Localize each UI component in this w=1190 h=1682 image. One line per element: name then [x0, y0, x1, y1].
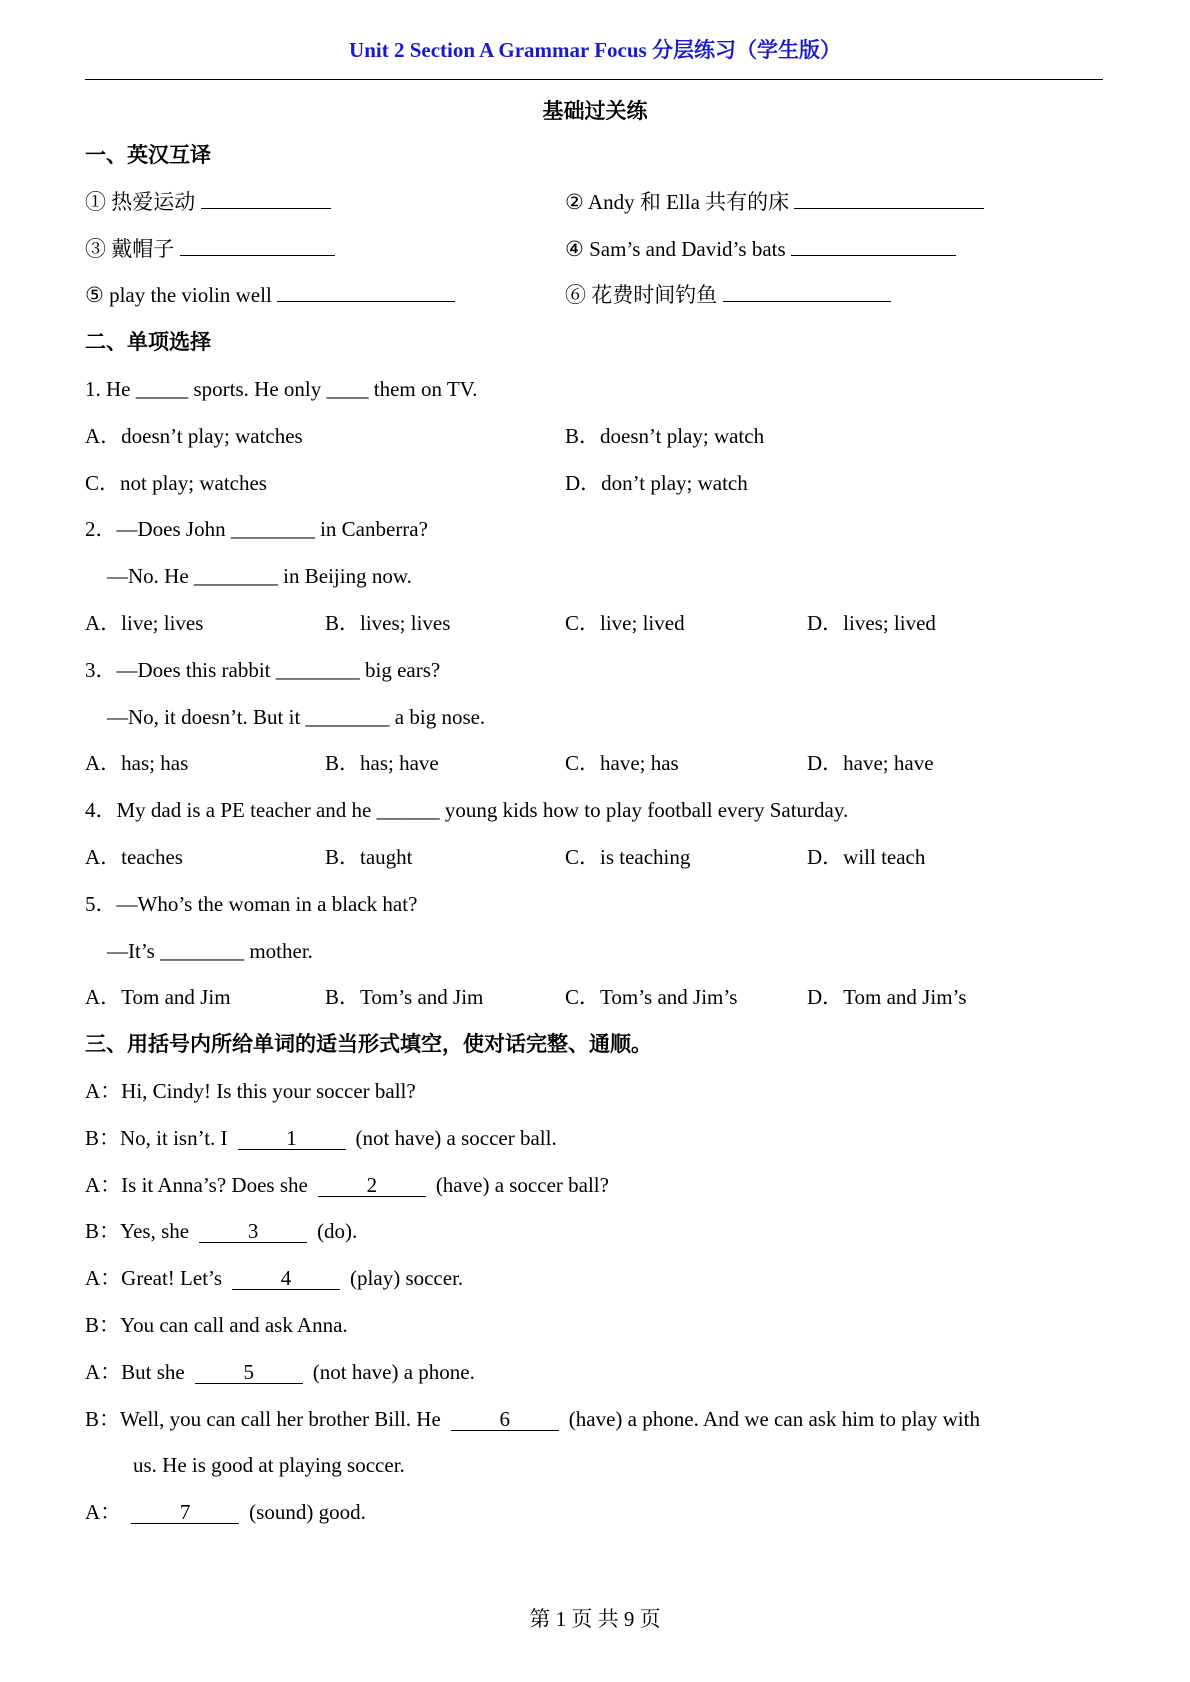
numbered-blank[interactable]: 1 [238, 1127, 346, 1150]
option-c[interactable]: C．is teaching [565, 844, 691, 869]
dialogue-text: (do). [317, 1219, 358, 1244]
question-stem: 2．—Does John ________ in Canberra? [85, 517, 428, 542]
option-b[interactable]: B．doesn’t play; watch [565, 423, 765, 448]
option-d[interactable]: D．will teach [807, 844, 926, 869]
numbered-blank[interactable]: 7 [131, 1501, 239, 1524]
item-text: ③ 戴帽子 [85, 236, 175, 261]
dialogue-line [85, 1214, 1115, 1261]
item-text: ⑥ 花费时间钓鱼 [565, 283, 718, 308]
question-stem-reply: —It’s ________ mother. [107, 938, 313, 963]
dialogue-line [85, 1355, 1115, 1402]
question-stem: 1. He _____ sports. He only ____ them on TV. [85, 376, 478, 401]
option-row [85, 466, 1115, 513]
option-a[interactable]: A．teaches [85, 844, 183, 869]
numbered-blank[interactable]: 6 [451, 1408, 559, 1431]
translation-item [85, 283, 455, 307]
section-heading: 三、用括号内所给单词的适当形式填空，使对话完整、通顺。 [85, 1032, 652, 1057]
item-text: ① 热爱运动 [85, 189, 196, 214]
option-c[interactable]: C．have; has [565, 751, 679, 776]
section-subtitle: 基础过关练 [542, 99, 648, 123]
translation-item [565, 185, 984, 219]
option-row [85, 746, 1115, 793]
dialogue-text: A：Is it Anna’s? Does she [85, 1172, 308, 1197]
numbered-blank[interactable]: 3 [199, 1220, 307, 1243]
dialogue-text: B：No, it isn’t. I [85, 1125, 228, 1150]
option-row [85, 980, 1115, 1027]
translation-row [85, 185, 1115, 232]
dialogue-text: A：But she [85, 1359, 185, 1384]
option-row [85, 419, 1115, 466]
option-a[interactable]: A．has; has [85, 751, 189, 776]
option-a[interactable]: A．doesn’t play; watches [85, 423, 303, 448]
option-a[interactable]: A．Tom and Jim [85, 985, 231, 1010]
dialogue-line [85, 1448, 1115, 1495]
dialogue-text: (not have) a soccer ball. [355, 1125, 557, 1150]
option-d[interactable]: D．don’t play; watch [565, 470, 748, 495]
numbered-blank[interactable]: 5 [195, 1361, 303, 1384]
translation-item [565, 278, 891, 312]
question-stem-reply: —No, it doesn’t. But it ________ a big nose. [107, 704, 486, 729]
dialogue-text: (not have) a phone. [312, 1359, 475, 1384]
dialogue [85, 1074, 1115, 1542]
dialogue-text: B：Well, you can call her brother Bill. He [85, 1406, 441, 1431]
answer-blank[interactable] [277, 279, 455, 302]
dialogue-text: (have) a phone. And we can ask him to play with [568, 1406, 980, 1431]
question-stem: 4．My dad is a PE teacher and he ______ young kids how to play football every Saturday. [85, 798, 849, 823]
option-a[interactable]: A．live; lives [85, 610, 204, 635]
worksheet-body [85, 138, 1115, 1542]
section-heading: 二、单项选择 [85, 330, 211, 355]
question-stem: 5．—Who’s the woman in a black hat? [85, 891, 418, 916]
dialogue-text: B：Yes, she [85, 1219, 190, 1244]
dialogue-text: (play) soccer. [350, 1266, 464, 1291]
item-text: ⑤ play the violin well [85, 283, 272, 308]
document-title: Unit 2 Section A Grammar Focus 分层练习（学生版） [349, 38, 841, 62]
option-c[interactable]: C．live; lived [565, 610, 685, 635]
option-b[interactable]: B．taught [325, 844, 413, 869]
option-d[interactable]: D．Tom and Jim’s [807, 985, 967, 1010]
dialogue-text: us. He is good at playing soccer. [133, 1453, 405, 1478]
option-b[interactable]: B．has; have [325, 751, 439, 776]
page-number: 第 1 页 共 9 页 [529, 1607, 661, 1631]
dialogue-text: B：You can call and ask Anna. [85, 1312, 348, 1337]
option-d[interactable]: D．have; have [807, 751, 934, 776]
option-row [85, 840, 1115, 887]
dialogue-text: (sound) good. [249, 1500, 366, 1525]
dialogue-line [85, 1261, 1115, 1308]
item-text: ② Andy 和 Ella 共有的床 [565, 189, 790, 214]
dialogue-line [85, 1168, 1115, 1215]
dialogue-line [85, 1495, 1115, 1542]
section-heading: 一、英汉互译 [85, 143, 211, 167]
dialogue-text: (have) a soccer ball? [435, 1172, 609, 1197]
translation-item [85, 190, 331, 214]
question-stem: 3．—Does this rabbit ________ big ears? [85, 657, 441, 682]
dialogue-line [85, 1121, 1115, 1168]
dialogue-text: A：Hi, Cindy! Is this your soccer ball? [85, 1078, 416, 1103]
option-c[interactable]: C．not play; watches [85, 470, 267, 495]
header-rule [85, 79, 1103, 80]
question-stem-reply: —No. He ________ in Beijing now. [107, 564, 412, 589]
option-b[interactable]: B．Tom’s and Jim [325, 985, 484, 1010]
dialogue-text: A：Great! Let’s [85, 1266, 223, 1291]
answer-blank[interactable] [180, 233, 335, 256]
translation-row [85, 278, 1115, 325]
answer-blank[interactable] [723, 279, 891, 302]
answer-blank[interactable] [794, 186, 984, 209]
translation-item [85, 237, 335, 261]
answer-blank[interactable] [201, 186, 331, 209]
option-row [85, 606, 1115, 653]
dialogue-line [85, 1308, 1115, 1355]
option-b[interactable]: B．lives; lives [325, 610, 451, 635]
option-c[interactable]: C．Tom’s and Jim’s [565, 985, 738, 1010]
numbered-blank[interactable]: 2 [318, 1174, 426, 1197]
dialogue-text: A： [85, 1500, 122, 1525]
translation-item [565, 232, 956, 266]
option-d[interactable]: D．lives; lived [807, 610, 936, 635]
item-text: ④ Sam’s and David’s bats [565, 236, 786, 261]
dialogue-line [85, 1074, 1115, 1121]
numbered-blank[interactable]: 4 [232, 1267, 340, 1290]
translation-row [85, 232, 1115, 279]
answer-blank[interactable] [791, 233, 956, 256]
dialogue-line [85, 1402, 1115, 1449]
